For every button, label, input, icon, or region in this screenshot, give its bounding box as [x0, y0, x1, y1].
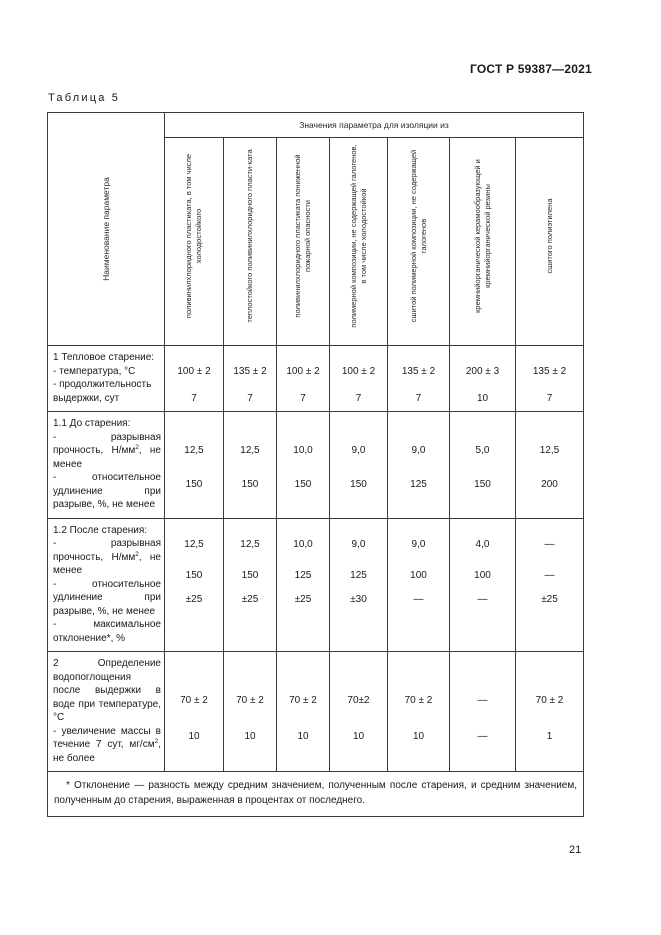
value-cell: 12,5 200 — [516, 412, 584, 519]
value-cell: 200 ± 3 10 — [450, 346, 516, 412]
column-header: теплостойкого поливинилхлоридного пласти-ката — [224, 138, 277, 346]
value-cell: 5,0 150 — [450, 412, 516, 519]
value-cell: 9,0 125 — [388, 412, 450, 519]
value-cell: 135 ± 2 7 — [388, 346, 450, 412]
table-footnote: * Отклонение — разность между средним значением, полученным после старения, и средним значением, полученным до старения, выраженная в процентах от последнего. — [48, 772, 584, 817]
column-header: сшитого полиэтилена — [516, 138, 584, 346]
param-cell: 1.1 До старения: - разрывная прочность, $Н/мм^2$, не менее - относительное удлинение при разрыве, %, не менее — [48, 412, 165, 519]
value-cell: 70 ± 2 10 — [277, 652, 330, 772]
value-cell: 70 ± 2 10 — [165, 652, 224, 772]
value-cell: 70 ± 2 10 — [224, 652, 277, 772]
column-header: сшитой полимерной композиции, не содержащей галогенов — [388, 138, 450, 346]
param-name-header: Наименование параметра — [101, 177, 111, 281]
param-cell: 1.2 После старения: - разрывная прочность, $Н/мм^2$, не менее - относительное удлинение при разрыве, %, не менее - максимальное отклонение*, % — [48, 518, 165, 652]
value-cell: 10,0 125 ±25 — [277, 518, 330, 652]
value-cell: 100 ± 2 7 — [165, 346, 224, 412]
column-header: кремнийорганической керамообразующей и кремнийорганической резины — [450, 138, 516, 346]
value-cell: 12,5 150 ±25 — [165, 518, 224, 652]
value-cell: — — ±25 — [516, 518, 584, 652]
column-header: полимерной композиции, не содержащей галогенов, в том числе холодостойкой — [330, 138, 388, 346]
value-cell: 100 ± 2 7 — [277, 346, 330, 412]
value-cell: 4,0 100 — — [450, 518, 516, 652]
value-cell: 10,0 150 — [277, 412, 330, 519]
table-row — [48, 652, 584, 772]
column-header: поливинилхлоридного пластиката, в том числе холодостойкого — [165, 138, 224, 346]
table-row — [48, 412, 584, 519]
table-caption: Таблица 5 — [48, 92, 121, 104]
value-cell: 135 ± 2 7 — [224, 346, 277, 412]
values-group-header: Значения параметра для изоляции из — [165, 113, 584, 138]
param-cell: 2 Определение водопоглощения после выдержки в воде при температуре, °С - увеличение массы в течение 7 сут, $мг/см^2$, не более — [48, 652, 165, 772]
parameters-table — [47, 112, 584, 817]
value-cell: — — — [450, 652, 516, 772]
value-cell: 70 ± 2 10 — [388, 652, 450, 772]
column-header: поливинилхлоридного пластиката пониженной пожарной опасности — [277, 138, 330, 346]
value-cell: 135 ± 2 7 — [516, 346, 584, 412]
value-cell: 9,0 125 ±30 — [330, 518, 388, 652]
value-cell: 12,5 150 — [165, 412, 224, 519]
table-row — [48, 346, 584, 412]
value-cell: 12,5 150 — [224, 412, 277, 519]
value-cell: 9,0 100 — — [388, 518, 450, 652]
standard-header: ГОСТ Р 59387—2021 — [470, 62, 592, 76]
page-number: 21 — [569, 844, 582, 856]
param-cell: 1 Тепловое старение: - температура, °С - продолжительность выдержки, сут — [48, 346, 165, 412]
param-name-header-cell — [48, 113, 165, 346]
value-cell: 12,5 150 ±25 — [224, 518, 277, 652]
table-row — [48, 518, 584, 652]
value-cell: 70 ± 2 1 — [516, 652, 584, 772]
value-cell: 100 ± 2 7 — [330, 346, 388, 412]
value-cell: 9,0 150 — [330, 412, 388, 519]
value-cell: 70±2 10 — [330, 652, 388, 772]
